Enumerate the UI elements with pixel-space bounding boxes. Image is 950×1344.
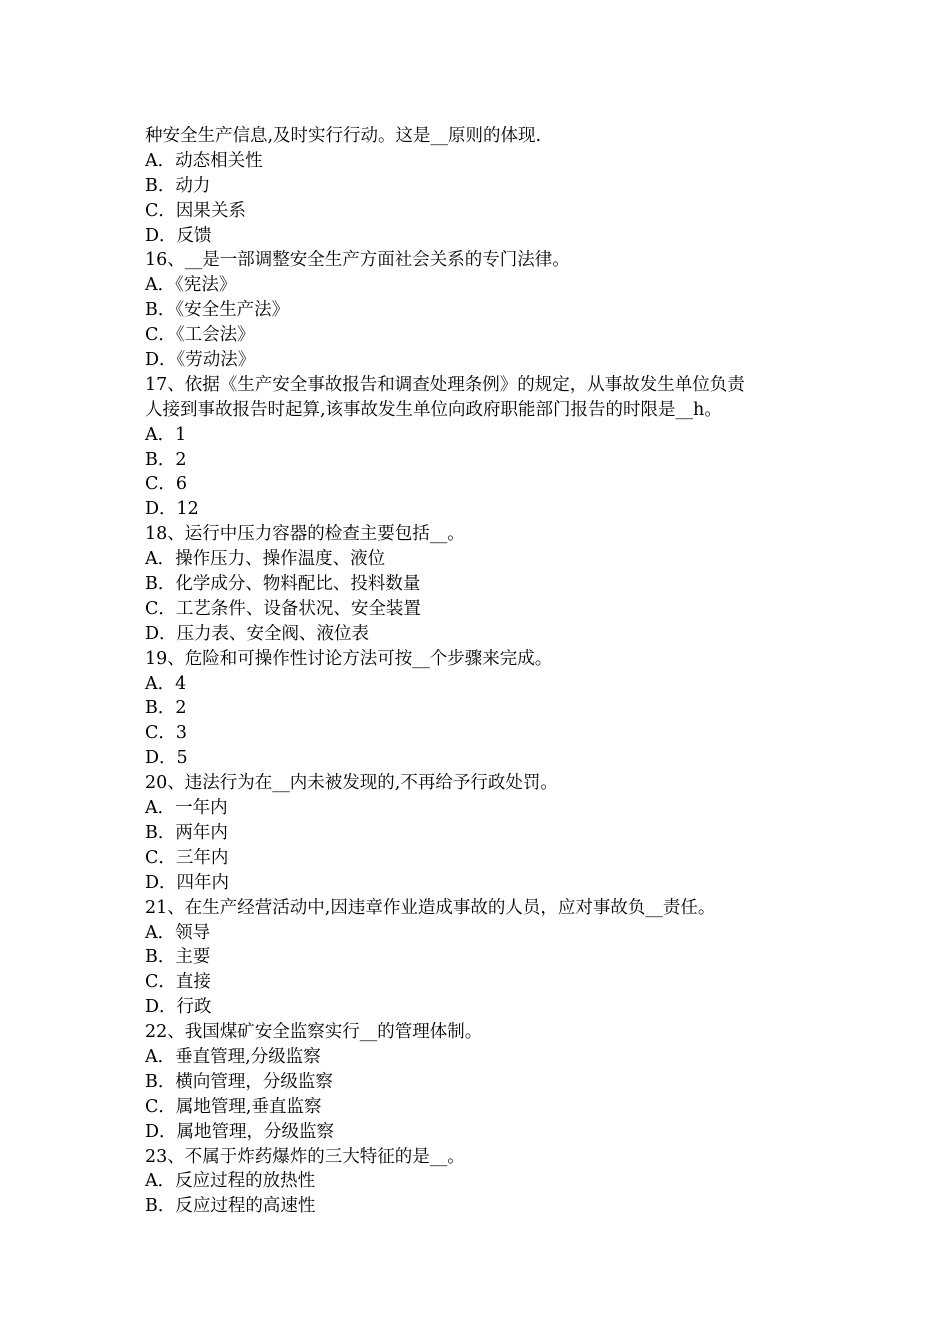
option-b: B．《安全生产法》 [145, 300, 290, 321]
document-body [145, 124, 820, 1219]
option-d: D．5 [145, 748, 188, 769]
option-d: D．反馈 [145, 225, 212, 246]
option-d: D．行政 [145, 997, 212, 1018]
question-continuation-text: 种安全生产信息,及时实行行动。这是__原则的体现. [145, 126, 542, 146]
question-17-text-line1: 17、依据《生产安全事故报告和调查处理条例》的规定，从事故发生单位负责 [145, 374, 745, 395]
question-17-text-line2: 人接到事故报告时起算,该事故发生单位向政府职能部门报告的时限是__h。 [145, 399, 722, 420]
question-23-text: 23、不属于炸药爆炸的三大特征的是__。 [145, 1146, 465, 1167]
option-a: A．《宪法》 [145, 275, 237, 296]
option-c: C．工艺条件、设备状况、安全装置 [145, 598, 421, 619]
option-d: D．12 [145, 499, 199, 520]
option-c: C．《工会法》 [145, 325, 255, 346]
option-b: B．横向管理，分级监察 [145, 1071, 333, 1092]
question-19-text: 19、危险和可操作性讨论方法可按__个步骤来完成。 [145, 648, 553, 669]
option-d: D．压力表、安全阀、液位表 [145, 623, 370, 644]
option-c: C．6 [145, 474, 188, 495]
question-22-text: 22、我国煤矿安全监察实行__的管理体制。 [145, 1022, 483, 1043]
option-c: C．因果关系 [145, 200, 246, 221]
option-b: B．反应过程的高速性 [145, 1196, 316, 1217]
option-b: B．主要 [145, 947, 211, 968]
option-b: B．化学成分、物料配比、投料数量 [145, 574, 421, 595]
question-20-text: 20、违法行为在__内未被发现的,不再给予行政处罚。 [145, 773, 558, 794]
option-d: D．属地管理，分级监察 [145, 1121, 335, 1142]
option-b: B．2 [145, 698, 187, 719]
option-c: C．3 [145, 723, 188, 744]
option-a: A．动态相关性 [145, 150, 263, 171]
option-c: C．直接 [145, 972, 211, 993]
option-b: B．两年内 [145, 822, 228, 843]
option-d: D．四年内 [145, 872, 230, 893]
option-a: A．一年内 [145, 798, 228, 819]
option-d: D．《劳动法》 [145, 350, 256, 371]
option-a: A．垂直管理,分级监察 [145, 1046, 321, 1067]
question-16-text: 16、__是一部调整安全生产方面社会关系的专门法律。 [145, 250, 570, 271]
question-18-text: 18、运行中压力容器的检查主要包括__。 [145, 524, 465, 545]
option-a: A．1 [145, 424, 187, 445]
option-a: A．领导 [145, 922, 211, 943]
option-c: C．属地管理,垂直监察 [145, 1096, 322, 1117]
option-b: B．2 [145, 449, 187, 470]
option-c: C．三年内 [145, 847, 229, 868]
option-b: B．动力 [145, 175, 211, 196]
option-a: A．操作压力、操作温度、液位 [145, 549, 386, 570]
option-a: A．反应过程的放热性 [145, 1171, 316, 1192]
question-21-text: 21、在生产经营活动中,因违章作业造成事故的人员，应对事故负__责任。 [145, 897, 716, 918]
option-a: A．4 [145, 673, 187, 694]
